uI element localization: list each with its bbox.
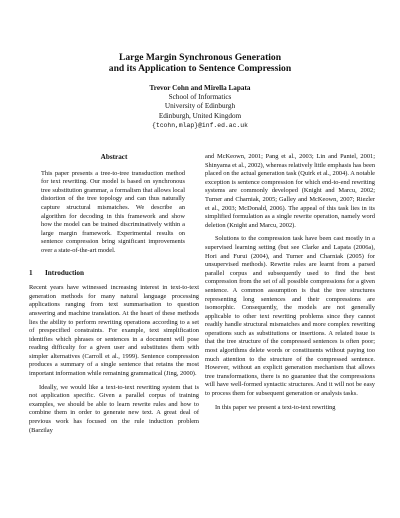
affiliation-city: Edinburgh, United Kingdom: [158, 111, 242, 120]
right-paragraph-1: and McKeown, 2001; Pang et al., 2003; Lin and Pantel, 2001; Shinyama et al., 2002), whereas relatively little emphasis has been placed on the actual generation task (Quirk et al., 2004). A notable exception is sentence compression for which end-to-end rewriting systems are commonly developed (Knight and Marcu, 2002; Turner and Charniak, 2005; Galley and McKeown, 2007; Riezler et al., 2003; McDonald, 2006). The appeal of this task lies in its simplified formulation as a single rewrite operation, namely word deletion (Knight and Marcu, 2002).: [205, 153, 376, 229]
section-title: Introduction: [45, 268, 85, 277]
author-names: Trevor Cohn and Mirella Lapata: [149, 84, 251, 92]
right-column: [205, 153, 375, 417]
author-email: {tcohn,mlap}@inf.ed.ac.uk: [152, 121, 248, 129]
affiliation-school: School of Informatics: [168, 93, 232, 102]
abstract-heading: Abstract: [100, 153, 128, 161]
abstract-text: This paper presents a tree-to-tree transduction method for text rewriting. Our model is based on synchronous tree substitution grammar, a formalism that allows local distortion of the tree topology and can thus naturally capture structural mismatches. We describe an algorithm for decoding in this framework and show how the model can be trained discriminatively within a large margin framework. Experimental results on sentence compression bring significant improvements over a state-of-the-art model.: [41, 169, 185, 254]
intro-paragraph-2: Ideally, we would like a text-to-text rewriting system that is not application specific. Given a parallel corpus of training examples, we should be able to learn rewrite rules and how to combine them in order to generate new text. A great deal of previous work has focused on the rule induction problem (Barzilay: [29, 383, 199, 434]
right-paragraph-3: In this paper we present a text-to-text rewriting: [215, 403, 336, 411]
title-line-2: and its Application to Sentence Compression: [108, 63, 292, 74]
author-block: [0, 84, 400, 130]
right-paragraph-2: Solutions to the compression task have been cast mostly in a supervised learning setting (but see Clarke and Lapata (2006a), Hori and Furui (2004), and Turner and Charniak (2005) for unsupervised methods). Rewrite rules are learnt from a parsed parallel corpus and subsequently used to find the best compression from the set of all possible compressions for a given sentence. A common assumption is that the tree structures representing long sentences and their compressions are isomorphic. Consequently, the models are not generally applicable to other text rewriting problems since they cannot readily handle structural mismatches and more complex rewriting operations such as substitutions or insertions. A related issue is that the tree structure of the compressed sentences is often poor; most algorithms delete words or constituents without paying too much attention to the structure of the compressed sentence. However, without an explicit generation mechanism that allows tree transformations, there is no guarantee that the compressions will have well-formed syntactic structures. And it will not be easy to process them for subsequent generation or analysis tasks.: [205, 235, 375, 398]
section-number: 1: [29, 268, 33, 277]
affiliation-university: University of Edinburgh: [164, 102, 236, 111]
intro-paragraph-1: Recent years have witnessed increasing interest in text-to-text generation methods for many natural language processing applications ranging from text summarisation to question answering and machine translation. At the heart of these methods lies the ability to perform rewriting operations according to a set of prespecified constraints. For example, text simplification identifies which phrases or sentences in a document will pose reading difficulty for a given user and substitutes them with simpler alternatives (Carroll et al., 1999). Sentence compression produces a summary of a single sentence that retains the most important information while remaining grammatical (Jing, 2000).: [29, 284, 199, 378]
section-heading-introduction: [29, 269, 199, 278]
left-column: [29, 153, 199, 440]
paper-title: [0, 52, 400, 74]
title-line-1: Large Margin Synchronous Generation: [118, 52, 282, 63]
